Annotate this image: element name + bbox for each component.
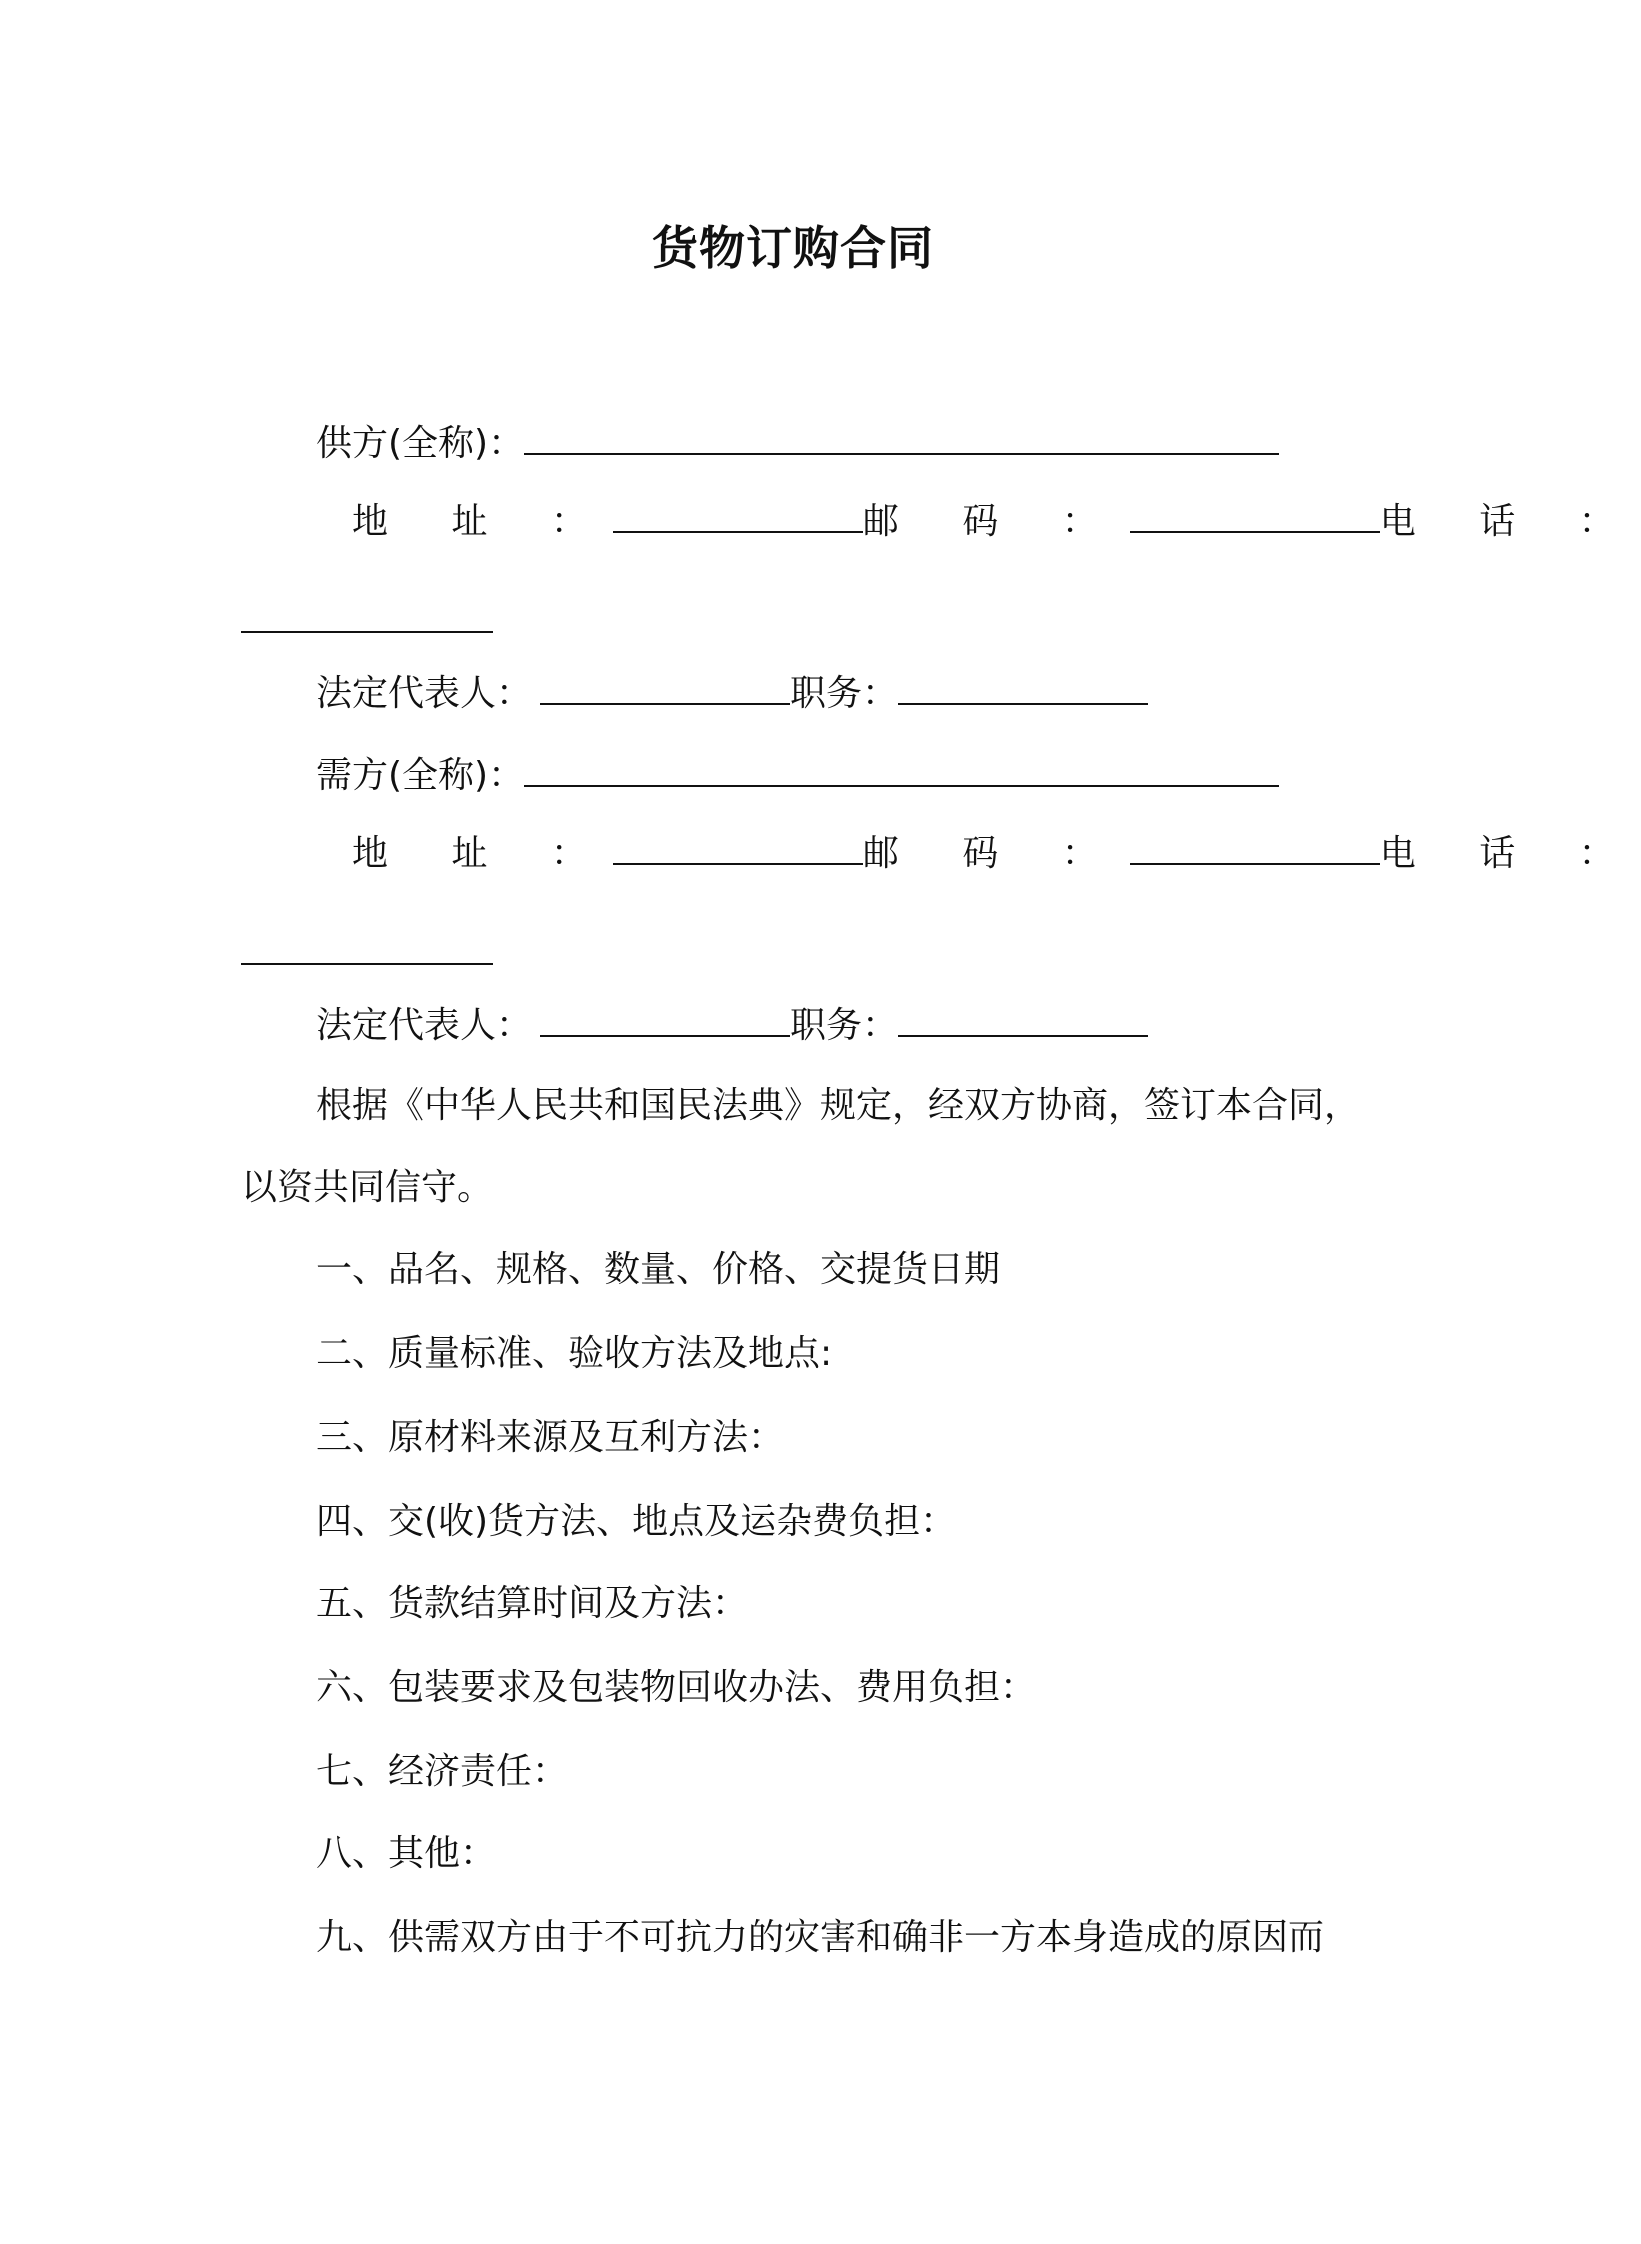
supplier-postcode-label: 邮 码 ： [862,501,1124,542]
clause-6: 六、包装要求及包装物回收办法、费用负担： [316,1667,1037,1708]
buyer-address-blank [613,833,863,865]
buyer-rep-row [316,1002,1148,1050]
supplier-position-label: 职务： [790,673,899,714]
supplier-address-label: 地 址 ： [352,501,613,542]
buyer-phone-row [241,930,493,978]
buyer-address-row [352,830,1641,878]
supplier-position-blank [898,673,1148,705]
preamble-line-1: 根据《中华人民共和国民法典》规定，经双方协商，签订本合同， [316,1085,1361,1126]
supplier-phone-blank [241,601,493,633]
buyer-name-blank [524,755,1279,787]
clause-7: 七、经济责任： [316,1751,569,1792]
buyer-rep-label: 法定代表人： [316,1005,533,1046]
supplier-phone-label: 电 话 ： [1379,501,1641,542]
document-title: 货物订购合同 [652,221,934,275]
supplier-rep-label: 法定代表人： [316,673,533,714]
supplier-address-blank [613,501,863,533]
supplier-address-row [352,498,1641,546]
supplier-name-label: 供方(全称)： [316,423,525,464]
buyer-phone-label: 电 话 ： [1379,833,1641,874]
buyer-position-label: 职务： [790,1005,899,1046]
buyer-rep-blank [540,1005,790,1037]
supplier-rep-blank [540,673,790,705]
clause-8: 八、其他： [316,1833,497,1874]
buyer-phone-blank [241,933,493,965]
clause-3: 三、原材料来源及互利方法： [316,1417,785,1458]
buyer-postcode-blank [1130,833,1380,865]
supplier-rep-row [316,670,1148,718]
supplier-phone-row [241,598,493,646]
preamble-line-2: 以资共同信守。 [241,1167,494,1208]
clause-9: 九、供需双方由于不可抗力的灾害和确非一方本身造成的原因而 [316,1917,1325,1958]
buyer-name-row [316,752,1279,800]
supplier-postcode-blank [1130,501,1380,533]
clause-4: 四、交(收)货方法、地点及运杂费负担： [316,1501,957,1542]
supplier-name-blank [524,423,1279,455]
buyer-position-blank [898,1005,1148,1037]
buyer-name-label: 需方(全称)： [316,755,525,796]
clause-2: 二、质量标准、验收方法及地点: [316,1333,833,1374]
supplier-name-row [316,420,1279,468]
clause-5: 五、货款结算时间及方法： [316,1583,749,1624]
buyer-postcode-label: 邮 码 ： [862,833,1124,874]
buyer-address-label: 地 址 ： [352,833,613,874]
clause-1: 一、品名、规格、数量、价格、交提货日期 [316,1249,1001,1290]
